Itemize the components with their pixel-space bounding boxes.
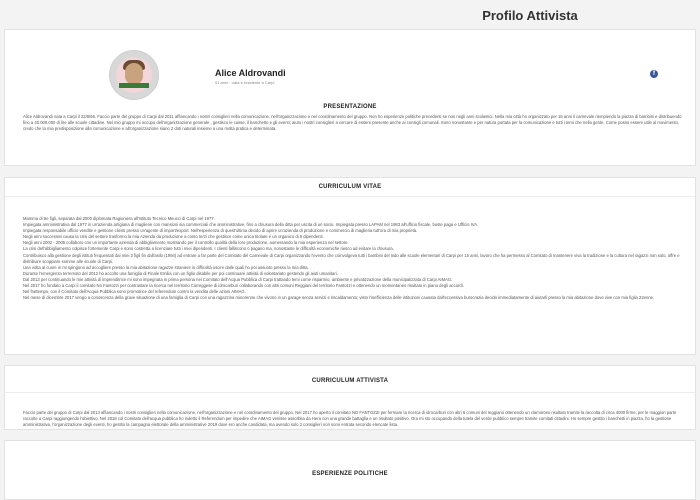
- profile-subtitle: 51 anni · nata e residente a Carpi: [215, 80, 275, 85]
- cv-paragraph: Mamma di tre figli, separata dal 2000 diplomata Ragioniera all'Istituto Tecnico Meucci di Carpi nel 1977.: [23, 216, 215, 221]
- cv-paragraph: Nel 2017 ho fondato a Carpi il comitato No Fantozzi per contrastare la ricerca nel territorio Correggese di idrocarburi collaborando con altri comuni Reggiani del territorio Fantozzi e ottenendo un momentaneo risultato in piano degli accordi.: [23, 283, 464, 289]
- curriculum-attivista-text: Faccio parte del gruppo di Carpi dal 2013 affiancando i nostri consiglieri nella comunicazione, nell'organizzazione e nel coordinamento del gruppo. Nel 2017 ho aperto il comitato NO FANTOZZI per fermare la ricerca di idrocarburi con altri 6 comuni del reggiano ottenendo un clamoroso risultato tramite la raccolta di circa 4000 firme; per le maggiori parte raccolte a Carpi raggiungendo l'obiettivo. Nel 2018 col Comitato dell'acqua pubblica ho indetto il Referendum per impedire che AIMAG venisse assorbita da Hera con una grande battaglia e un risultato positivo. Ora mi sto occupando della tutela del verde pubblico sempre tramite comitati cittadini. Ho sempre gestito i banchetti in piazza, ho la gestione amministrativa, l'organizzazione degli eventi, ho gestito la campagna elettorale della amministrative 2019 dove ero anche candidata, ma avendo solo 2 consiglieri non sono entrata secondo elencate lista.: [23, 410, 677, 428]
- cv-paragraph: Negli anni 2002 - 2005 collaboro con un importante azienda di abbigliamento mostrando per il controllo qualità della loro produzione, aumentando la mia esperienza nel settore.: [23, 240, 349, 246]
- presentazione-text: Alice Aldrovandi nata a Carpi il 22/8/66. Faccio parte del gruppo di Carpi dal 2011 affiancando i nostri consiglieri nella comunicazione, nell'organizzazione e nel coordinamento del gruppo. Non ho esperienze politiche precedenti se non negli anni scolastici. Nella mia città ho organizzato per 15 anni il carnevale riempiendo la piazza di bambini e distribuendo fino a 40.000.000 di lire alle scuole cittadine. Nel mio gruppo mi occupo dell'organizzazione generale , gestisco le casse, il banchetto e gli eventi; aiuto i nostri consiglieri a cercare di essere presente anche ai consigli comunali. Sono nonostante e per natura portata per la comunicazione e tutti i temi che nella gente. Come posso essere utile al movimento, credo che la mia predisposizione alla comunicazione e all'organizzazione siano 2 doti naturali insieme a una molta pratica e determinata.: [23, 114, 682, 132]
- section-title-curriculum-vitae: CURRICULUM VITAE: [318, 184, 382, 190]
- cv-paragraph: Dal 2013 per continuando le mie attività di imprenditrice mi sono impegnata in prima persona nel Comitato dell'Acqua Pubblica di Carpi trattando temi come risparmio, ambiente e privatizzazione della municipalizzata di Carpi AIMAG.: [23, 276, 453, 282]
- facebook-icon[interactable]: f: [650, 70, 658, 78]
- divider: [5, 392, 695, 393]
- esperienze-politiche-card: [4, 440, 696, 500]
- cv-paragraph: La crisi dell'abbigliamento colpisce fortemente Carpi e sono costretta a licenziare tutti i miei dipendenti. I clienti falliscono o pagano ma, nonostante le difficoltà economiche riesco ad evitare la chiusura.: [23, 246, 394, 252]
- cv-paragraph: Contribuisco alla gestione degli istituti frequentati dai miei 3 figli fin dall'asilo (1994) ad entrare a far parte del Comitato del Carnevale di Carpi organizzando l'evento che coinvolgeva tutti i bambini del nido alle scuole elementari di Carpi per 15 anni, lavoro che ha permesso al Comitato di mantenere viva la tradizione e la cultura nel ragazzi non solo, offre e distribuire scoppiare somme alle scuole di Carpi.: [23, 252, 680, 264]
- curriculum-vitae-text: [23, 216, 683, 301]
- curriculum-attivista-card: [4, 365, 696, 430]
- avatar[interactable]: [109, 50, 159, 100]
- profile-name: Alice Aldrovandi: [215, 68, 286, 78]
- cv-paragraph: Nel mese di dicembre 2017 vengo a conoscenza della grave situazione di una famiglia di Carpi con una ragazzina minorenne che vivono in un garage senza servizi e riscaldamento; visto l'inefficienza delle istituzioni causata dall'eccessiva burocrazia decido immediatamente di aiutarli presso la mia abitazione dove vive con mia figlia 22enne.: [23, 295, 655, 301]
- cv-paragraph: Una volta al cuore in mi spingono ad accogliere presso la mia abitazione ragazze straniere in difficoltà uscire dalle quali ho poi assunto presso la mia ditta.: [23, 264, 309, 270]
- section-title-curriculum-attivista: CURRICULUM ATTIVISTA: [311, 378, 389, 384]
- profile-card: [4, 29, 696, 166]
- cv-paragraph: Durante l'emergenza terremoto del 2012 ho accolto una famiglia di Finale Emilia con un figlio disabile per poi continuare attività di volontariato gestendo gli aiuti umanitari.: [23, 270, 338, 276]
- curriculum-vitae-card: [4, 177, 696, 355]
- cv-paragraph: Impiegata amministrativa dal 1977 in un'azienda artigiana di maglierie con mansioni sia commerciali che amministrative, fino a chiusura della ditta per uscita di un socio. Impiegata presso LAPAM nel 1983 all'ufficio fiscale, buste paga e Ufficio IVA.: [23, 222, 479, 228]
- cv-paragraph: Impiegata responsabile ufficio vendite e gestione clienti presso un'agente di import/export. Nell'esperienza di quest'ultima decido di aprire un'azienda di produzione e commercio di maglieria tutt'ora di mia proprietà.: [23, 228, 418, 234]
- divider: [5, 196, 695, 197]
- cv-paragraph: Negli anni successivi causa la crisi del settore trasformo la mia Azienda da produzione a conto terzi che gestisce come unica titolare e un organico di 5 dipendenti.: [23, 234, 324, 240]
- section-title-presentazione: PRESENTAZIONE: [323, 104, 377, 110]
- page-title: Profilo Attivista: [482, 8, 578, 23]
- section-title-esperienze-politiche: ESPERIENZE POLITICHE: [312, 471, 388, 477]
- cv-paragraph: Nel frattempo, con il Comitato dell'Acqua Pubblica sono promotrice del referendum contro la vendita delle azioni AIMAG.: [23, 289, 246, 295]
